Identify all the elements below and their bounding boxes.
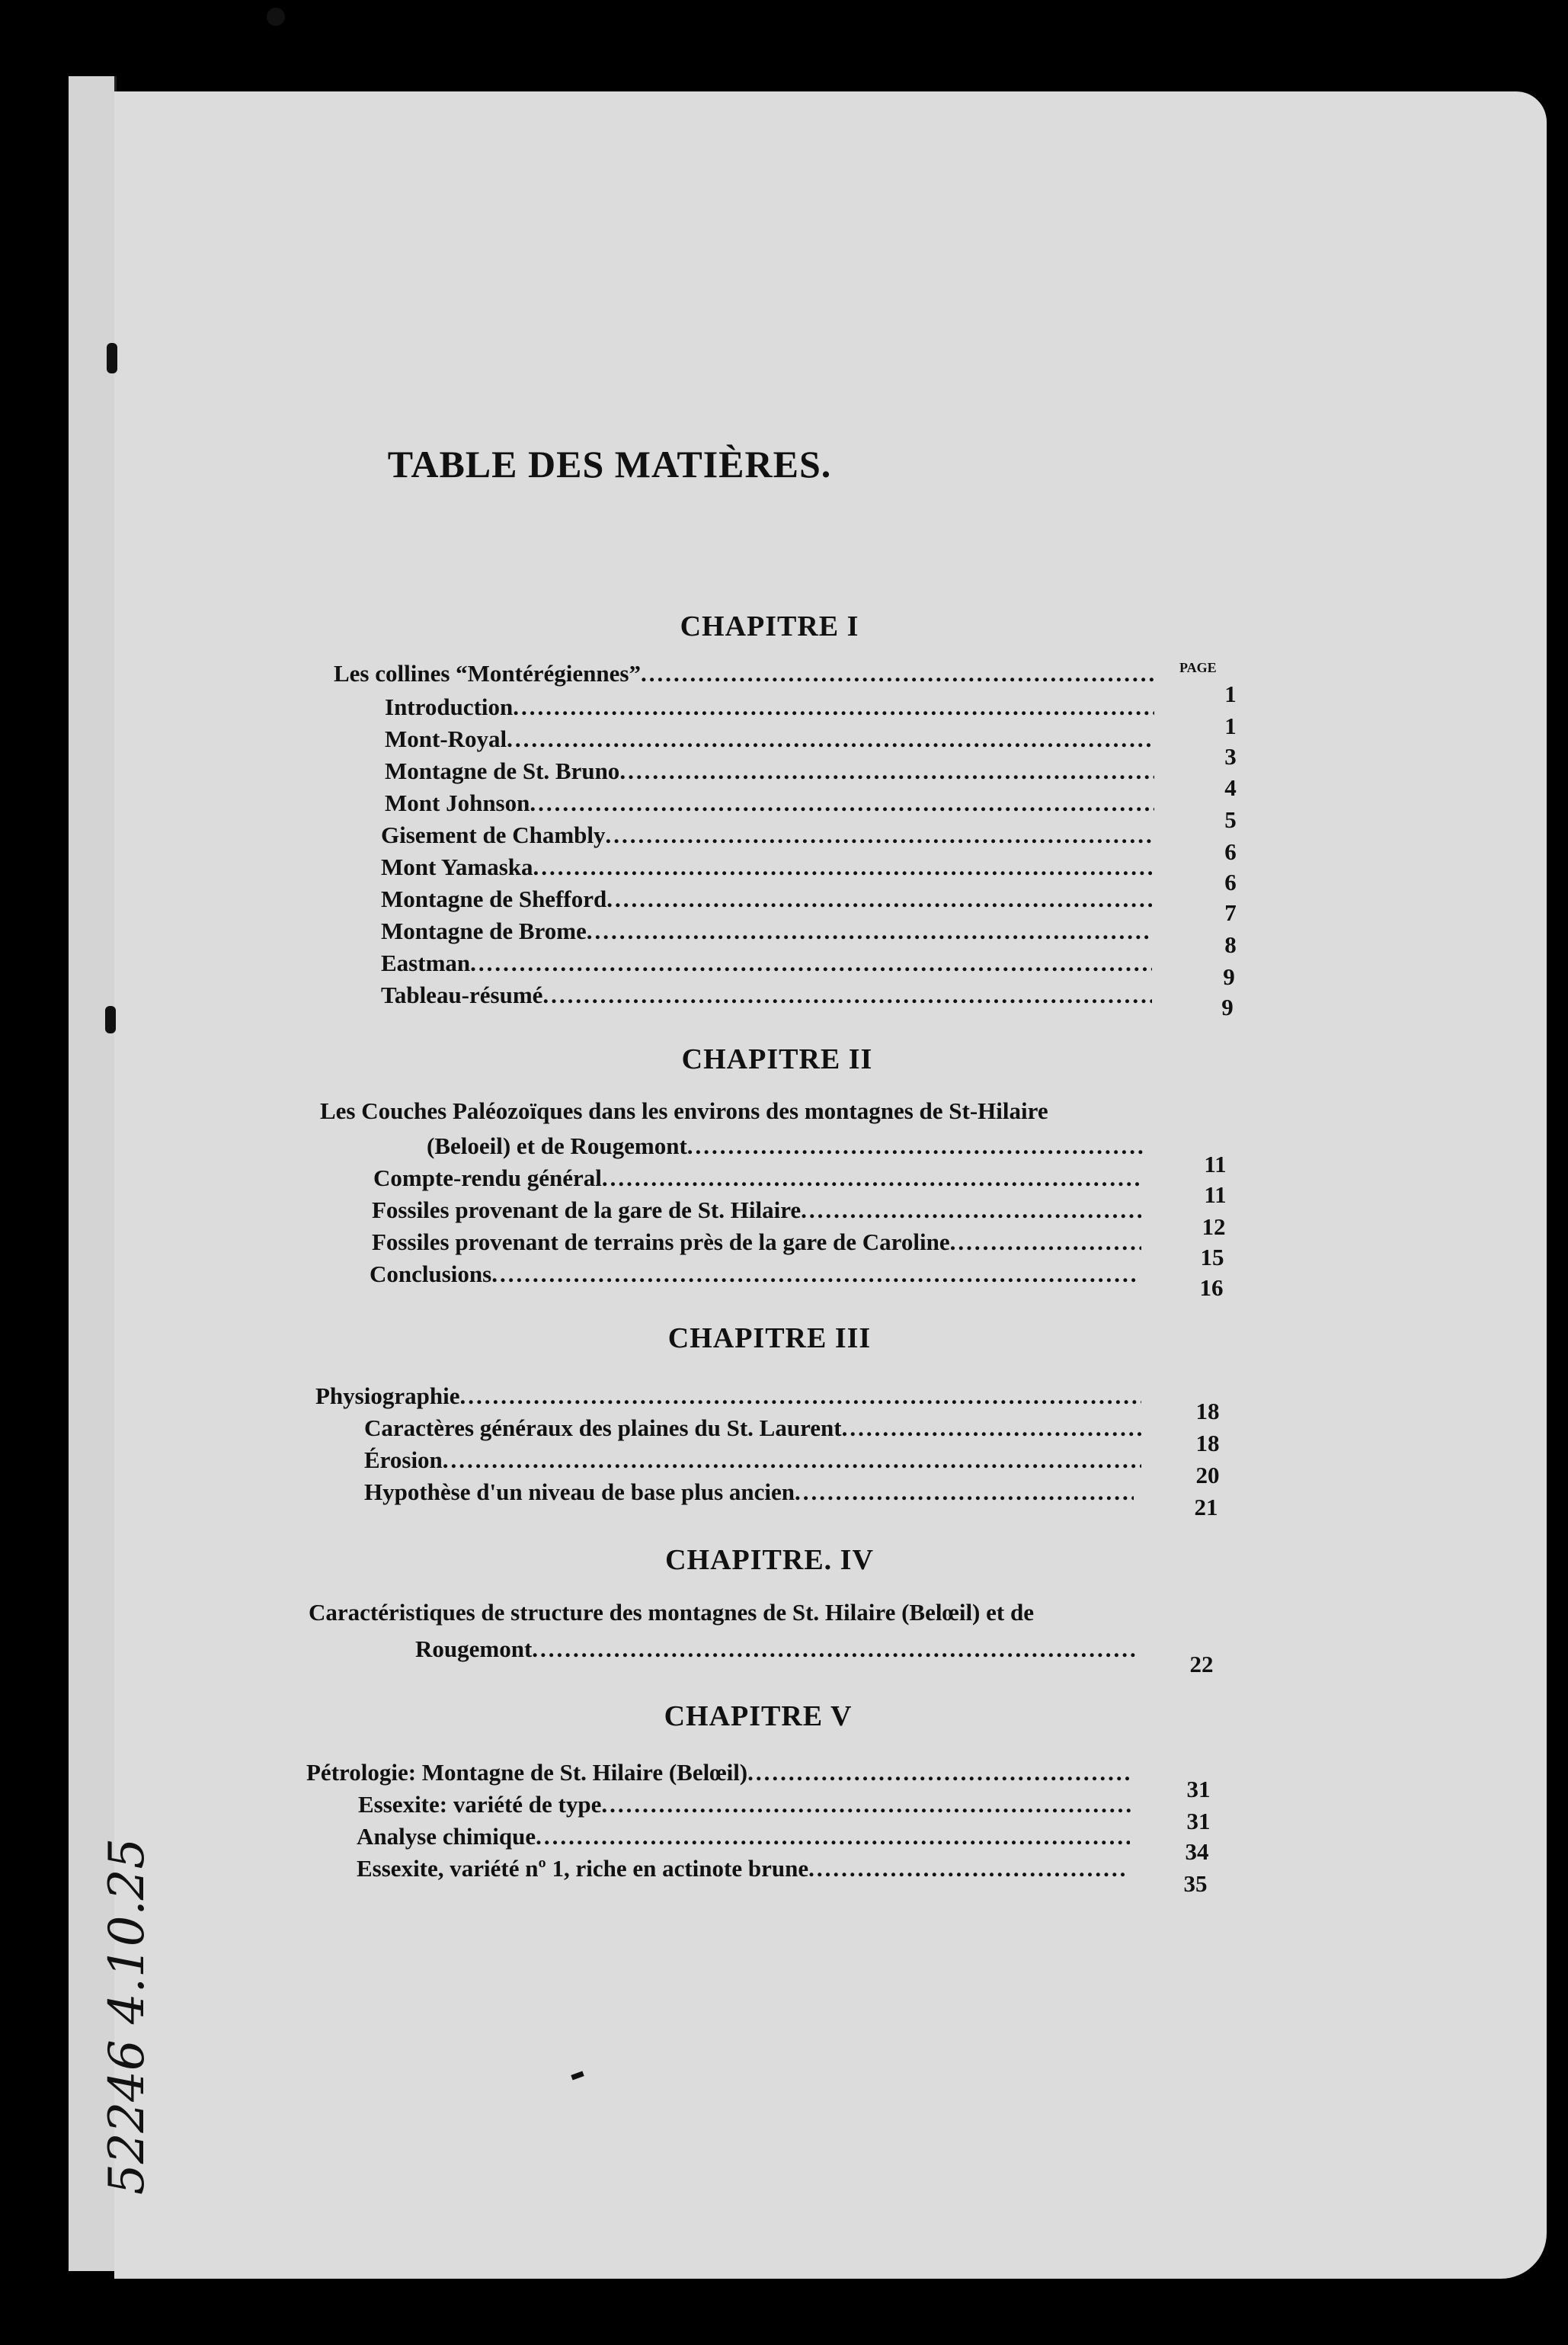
toc-page-number: 7 (1224, 899, 1237, 926)
toc-entry[interactable]: Fossiles provenant de terrains près de la gare de Caroline ..... (372, 1224, 1141, 1256)
toc-page-number: 31 (1186, 1776, 1211, 1802)
toc-page-number: 15 (1200, 1244, 1224, 1270)
toc-page-number: 9 (1223, 963, 1235, 990)
toc-entry[interactable]: Mont Johnson ..... (385, 785, 1154, 817)
toc-entry[interactable]: Essexite, variété nº 1, riche en actinote brune ..... (357, 1850, 1128, 1882)
toc-entry[interactable]: (Beloeil) et de Rougemont ..... (427, 1128, 1143, 1160)
toc-page-number: 34 (1185, 1838, 1209, 1865)
chapter-2-heading: CHAPITRE II (681, 1043, 873, 1075)
toc-entry[interactable]: Montagne de Brome ..... (381, 913, 1152, 945)
toc-entry[interactable]: Gisement de Chambly ..... (381, 817, 1152, 849)
toc-page-number: 21 (1194, 1494, 1218, 1520)
toc-page-number: 31 (1186, 1808, 1211, 1834)
chapter-1-heading: CHAPITRE I (680, 610, 859, 642)
toc-entry[interactable]: Érosion ..... (364, 1442, 1141, 1474)
toc-page-number: 5 (1224, 806, 1237, 833)
binding-mark (105, 1006, 116, 1033)
toc-page-number: 20 (1195, 1462, 1220, 1488)
toc-page-number: 8 (1224, 931, 1237, 958)
toc-entry[interactable]: Pétrologie: Montagne de St. Hilaire (Belœil) ..... (306, 1754, 1133, 1786)
toc-entry[interactable]: Tableau-résumé ..... (381, 977, 1152, 1009)
toc-page-number: 22 (1189, 1651, 1214, 1677)
toc-page-number: 12 (1202, 1213, 1226, 1240)
toc-page-number: 1 (1224, 681, 1237, 707)
toc-entry[interactable]: Mont-Royal ..... (385, 721, 1154, 753)
page-column-label: PAGE (1179, 660, 1217, 675)
toc-entry[interactable]: Eastman ..... (381, 945, 1152, 977)
toc-page-number: 35 (1183, 1870, 1208, 1897)
toc-page-number: 1 (1224, 713, 1237, 739)
document-title: TABLE DES MATIÈRES. (387, 443, 832, 485)
toc-entry[interactable]: Analyse chimique ..... (357, 1818, 1130, 1850)
toc-page-number: 18 (1195, 1398, 1220, 1424)
chapter-5-heading: CHAPITRE V (664, 1700, 853, 1732)
toc-page-number: 16 (1199, 1274, 1224, 1301)
toc-page-number: 11 (1204, 1181, 1227, 1208)
toc-entry[interactable]: Hypothèse d'un niveau de base plus ancien ..... (364, 1474, 1134, 1506)
toc-page-number: 11 (1204, 1151, 1227, 1177)
ink-mark (267, 8, 285, 26)
toc-entry[interactable]: Montagne de Shefford ..... (381, 881, 1152, 913)
toc-page-number: 3 (1224, 743, 1237, 770)
toc-entry[interactable]: Essexite: variété de type ..... (358, 1786, 1131, 1818)
toc-entry[interactable]: Rougemont ..... (415, 1631, 1135, 1663)
binding-mark (107, 343, 117, 373)
toc-page-number: 4 (1224, 774, 1237, 801)
toc-entry[interactable]: Caractères généraux des plaines du St. Laurent ..... (364, 1410, 1141, 1442)
toc-entry-line1: Les Couches Paléozoïques dans les environs des montagnes de St-Hilaire (320, 1097, 1048, 1124)
toc-entry[interactable]: Mont Yamaska ..... (381, 849, 1152, 881)
toc-entry-line1: Caractéristiques de structure des montagnes de St. Hilaire (Belœil) et de (309, 1599, 1034, 1626)
chapter-3-heading: CHAPITRE III (667, 1322, 872, 1354)
chapter-4-heading: CHAPITRE. IV (665, 1544, 874, 1576)
toc-entry[interactable]: Compte-rendu général ..... (373, 1160, 1143, 1192)
toc-entry[interactable]: Introduction ..... (385, 689, 1154, 721)
toc-entry[interactable]: Physiographie ..... (315, 1378, 1141, 1410)
toc-page-number: 9 (1221, 994, 1234, 1020)
toc-page-number: 6 (1224, 869, 1237, 895)
toc-entry[interactable]: Les collines “Montérégiennes” ..... (334, 655, 1157, 687)
toc-entry[interactable]: Fossiles provenant de la gare de St. Hilaire ..... (372, 1192, 1141, 1224)
toc-page-number: 18 (1195, 1430, 1220, 1456)
toc-entry[interactable]: Conclusions ..... (370, 1256, 1139, 1288)
handwritten-margin-note: 52246 4.10.25 (99, 1837, 155, 2195)
toc-page-number: 6 (1224, 838, 1237, 865)
toc-entry[interactable]: Montagne de St. Bruno ..... (385, 753, 1154, 785)
